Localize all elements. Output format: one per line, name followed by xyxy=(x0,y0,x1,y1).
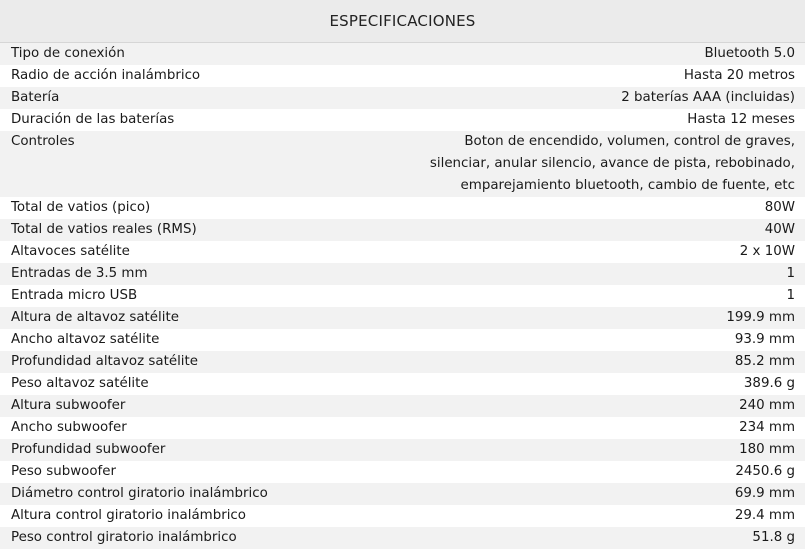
spec-label: Diámetro control giratorio inalámbrico xyxy=(0,483,380,505)
spec-value xyxy=(380,285,805,307)
spec-row xyxy=(0,65,805,87)
spec-value-line: 234 mm xyxy=(739,420,795,435)
spec-value xyxy=(380,373,805,395)
spec-value xyxy=(380,461,805,483)
spec-value-line: Boton de encendido, volumen, control de graves, xyxy=(464,134,795,149)
spec-row xyxy=(0,505,805,527)
spec-row xyxy=(0,351,805,373)
spec-value xyxy=(380,329,805,351)
spec-label: Controles xyxy=(0,131,380,197)
spec-label: Ancho altavoz satélite xyxy=(11,332,160,347)
spec-value xyxy=(380,131,805,197)
specs-table xyxy=(0,43,805,549)
spec-value-line: Bluetooth 5.0 xyxy=(704,46,795,61)
spec-value xyxy=(380,197,805,219)
spec-row xyxy=(0,417,805,439)
spec-label: Tipo de conexión xyxy=(0,43,380,65)
spec-label: Ancho subwoofer xyxy=(11,420,127,435)
spec-row xyxy=(0,329,805,351)
spec-value-line: Hasta 20 metros xyxy=(683,68,795,83)
spec-row xyxy=(0,461,805,483)
spec-label: Duración de las baterías xyxy=(11,112,175,127)
spec-value xyxy=(380,109,805,131)
spec-value xyxy=(380,65,805,87)
spec-row xyxy=(0,395,805,417)
spec-label: Peso altavoz satélite xyxy=(11,376,149,391)
spec-value xyxy=(380,263,805,285)
spec-value xyxy=(380,241,805,263)
spec-value-line: 1 xyxy=(786,288,795,303)
spec-label: Profundidad subwoofer xyxy=(0,439,380,461)
spec-value-line: 2450.6 g xyxy=(735,464,795,479)
spec-value-line: emparejamiento bluetooth, cambio de fuente, etc xyxy=(460,178,795,193)
spec-row xyxy=(0,87,805,109)
spec-label: Peso control giratorio inalámbrico xyxy=(0,527,380,549)
spec-row xyxy=(0,241,805,263)
spec-value xyxy=(380,395,805,417)
spec-value-line: 1 xyxy=(786,266,795,281)
spec-label: Profundidad altavoz satélite xyxy=(0,351,380,373)
spec-value xyxy=(380,219,805,241)
spec-row xyxy=(0,527,805,549)
spec-row xyxy=(0,109,805,131)
spec-row xyxy=(0,43,805,65)
spec-label: Entrada micro USB xyxy=(11,288,138,303)
spec-value-line: Hasta 12 meses xyxy=(687,112,795,127)
spec-label: Altavoces satélite xyxy=(11,244,130,259)
spec-row xyxy=(0,197,805,219)
spec-label: Altura control giratorio inalámbrico xyxy=(11,508,246,523)
spec-value-line: 29.4 mm xyxy=(734,508,795,523)
spec-label: Peso subwoofer xyxy=(11,464,117,479)
spec-row xyxy=(0,263,805,285)
spec-label: Total de vatios (pico) xyxy=(11,200,151,215)
spec-value xyxy=(380,439,805,461)
spec-row xyxy=(0,483,805,505)
spec-label: Altura subwoofer xyxy=(0,395,380,417)
spec-row xyxy=(0,131,805,197)
spec-value-line: 69.9 mm xyxy=(734,486,795,501)
spec-value xyxy=(380,483,805,505)
spec-row xyxy=(0,373,805,395)
spec-row xyxy=(0,439,805,461)
specs-title: ESPECIFICACIONES xyxy=(329,12,476,30)
spec-row xyxy=(0,285,805,307)
spec-label: Radio de acción inalámbrico xyxy=(11,68,201,83)
spec-value-line: 40W xyxy=(764,222,795,237)
spec-value-line: silenciar, anular silencio, avance de pista, rebobinado, xyxy=(429,156,795,171)
spec-value-line: 389.6 g xyxy=(743,376,795,391)
spec-value-line: 2 baterías AAA (incluidas) xyxy=(621,90,795,105)
spec-value-line: 80W xyxy=(764,200,795,215)
spec-value xyxy=(380,351,805,373)
spec-label: Altura de altavoz satélite xyxy=(0,307,380,329)
spec-label: Entradas de 3.5 mm xyxy=(0,263,380,285)
spec-value-line: 93.9 mm xyxy=(734,332,795,347)
spec-row xyxy=(0,219,805,241)
spec-value-line: 199.9 mm xyxy=(726,310,795,325)
specs-table-body xyxy=(0,43,805,549)
spec-label: Batería xyxy=(0,87,380,109)
spec-value-line: 51.8 g xyxy=(752,530,795,545)
spec-value xyxy=(380,505,805,527)
specs-header xyxy=(0,0,805,43)
spec-value-line: 2 x 10W xyxy=(739,244,795,259)
spec-row xyxy=(0,307,805,329)
spec-value-line: 85.2 mm xyxy=(734,354,795,369)
spec-value xyxy=(380,87,805,109)
spec-value-line: 180 mm xyxy=(739,442,795,457)
spec-value xyxy=(380,43,805,65)
spec-value xyxy=(380,417,805,439)
spec-value xyxy=(380,307,805,329)
spec-label: Total de vatios reales (RMS) xyxy=(0,219,380,241)
spec-value xyxy=(380,527,805,549)
spec-value-line: 240 mm xyxy=(739,398,795,413)
